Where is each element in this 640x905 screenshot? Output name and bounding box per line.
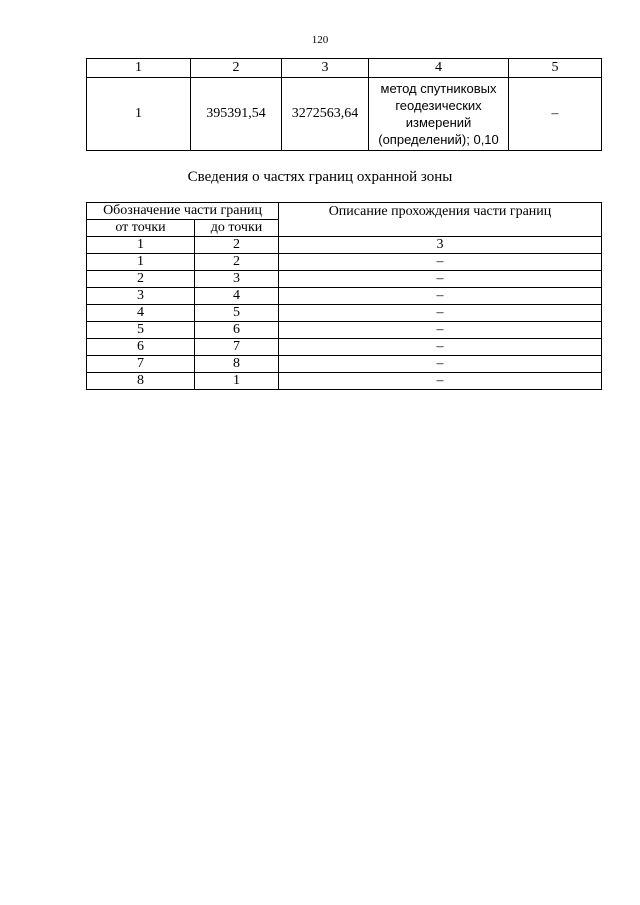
coordinates-table — [86, 58, 602, 151]
page-number: 120 — [311, 34, 329, 46]
table-row — [87, 254, 602, 271]
to-point-cell: 2 — [195, 254, 279, 271]
table-row — [87, 339, 602, 356]
description-cell: – — [279, 356, 602, 373]
from-point-cell: 7 — [87, 356, 195, 373]
to-point-cell: 8 — [195, 356, 279, 373]
from-point-cell: 2 — [87, 271, 195, 288]
from-point-cell: 3 — [87, 288, 195, 305]
from-point-cell: 1 — [87, 254, 195, 271]
from-point-header: от точки — [87, 220, 195, 237]
table-row — [87, 356, 602, 373]
method-line: геодезических — [395, 98, 482, 113]
to-point-cell: 4 — [195, 288, 279, 305]
description-cell: – — [279, 288, 602, 305]
from-point-cell: 4 — [87, 305, 195, 322]
description-header: Описание прохождения части границ — [279, 203, 602, 237]
to-point-cell: 5 — [195, 305, 279, 322]
column-index: 1 — [87, 237, 195, 254]
to-point-cell: 6 — [195, 322, 279, 339]
table-row — [87, 322, 602, 339]
column-header: 4 — [369, 59, 509, 78]
column-header: 3 — [282, 59, 369, 78]
description-cell: – — [279, 305, 602, 322]
column-header: 5 — [509, 59, 602, 78]
description-cell: – — [279, 373, 602, 390]
column-index: 2 — [195, 237, 279, 254]
to-point-cell: 7 — [195, 339, 279, 356]
method-line: (определений); 0,10 — [378, 132, 499, 147]
table-row — [87, 271, 602, 288]
column-index: 3 — [279, 237, 602, 254]
description-cell: – — [279, 322, 602, 339]
from-point-cell: 8 — [87, 373, 195, 390]
column-index-row — [87, 237, 602, 254]
description-cell: – — [279, 271, 602, 288]
description-cell: – — [509, 78, 602, 151]
group-header: Обозначение части границ — [87, 203, 279, 220]
column-header: 2 — [191, 59, 282, 78]
to-point-cell: 3 — [195, 271, 279, 288]
from-point-cell: 6 — [87, 339, 195, 356]
description-cell: – — [279, 339, 602, 356]
table-row — [87, 78, 602, 151]
column-header: 1 — [87, 59, 191, 78]
table-row — [87, 373, 602, 390]
point-number-cell: 1 — [87, 78, 191, 151]
description-cell: – — [279, 254, 602, 271]
to-point-cell: 1 — [195, 373, 279, 390]
to-point-header: до точки — [195, 220, 279, 237]
table-header-row — [87, 203, 602, 220]
boundary-parts-table — [86, 202, 602, 390]
table-header-row — [87, 59, 602, 78]
table-row — [87, 305, 602, 322]
from-point-cell: 5 — [87, 322, 195, 339]
table-row — [87, 288, 602, 305]
method-cell — [369, 78, 509, 151]
y-coordinate-cell: 3272563,64 — [282, 78, 369, 151]
method-line: метод спутниковых — [380, 81, 497, 96]
section-title: Сведения о частях границ охранной зоны — [187, 169, 453, 185]
x-coordinate-cell: 395391,54 — [191, 78, 282, 151]
method-line: измерений — [405, 115, 472, 130]
